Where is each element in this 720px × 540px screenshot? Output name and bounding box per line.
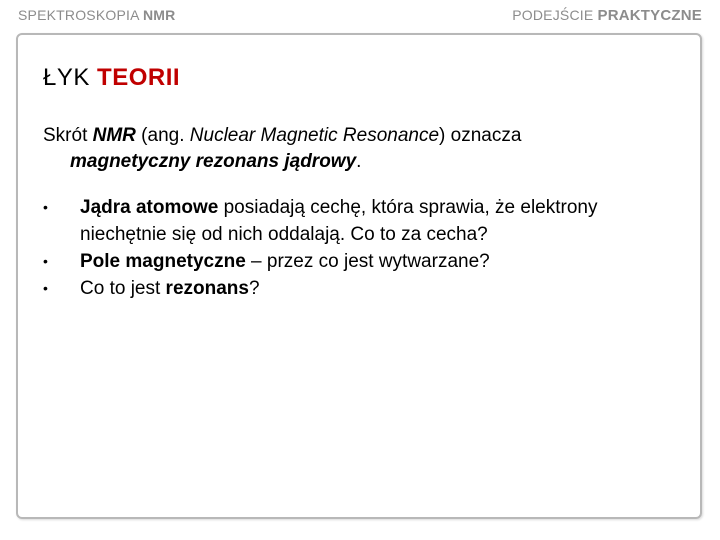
intro-text-1: Skrót	[43, 125, 93, 146]
bullet-1-bold: Jądra atomowe	[80, 197, 219, 218]
header-subtitle	[512, 7, 702, 24]
intro-text-3: (ang.	[135, 125, 190, 146]
bullet-2-bold: Pole magnetyczne	[80, 251, 246, 272]
bullet-dot: •	[43, 280, 48, 296]
bullet-1-text: posiadają cechę, która sprawia, że elektrony niechętnie się od nich oddalają. Co to za cecha?	[80, 197, 598, 245]
header-subtitle-light: PODEJŚCIE	[512, 7, 598, 23]
intro-paragraph	[43, 123, 671, 175]
intro-abbreviation: NMR	[92, 125, 136, 146]
title-accent: TEORII	[97, 64, 181, 91]
header-section-title	[18, 7, 175, 23]
intro-polish-term: magnetyczny rezonans jądrowy	[70, 151, 357, 172]
bullet-2-text: – przez co jest wytwarzane?	[245, 251, 490, 272]
header-subtitle-bold: PRAKTYCZNE	[597, 7, 702, 24]
bullet-3-post: ?	[248, 278, 260, 299]
bullet-dot: •	[43, 253, 48, 269]
title-prefix: ŁYK	[43, 64, 98, 91]
slide-title	[43, 64, 180, 92]
list-item	[43, 194, 683, 248]
header-title-bold: NMR	[142, 7, 176, 23]
intro-text-5: ) oznacza	[439, 125, 522, 146]
list-item	[43, 275, 683, 302]
header-title-light: SPEKTROSKOPIA	[18, 7, 143, 23]
bullet-3-bold: rezonans	[165, 278, 249, 299]
bullet-dot: •	[43, 199, 48, 215]
intro-english-term: Nuclear Magnetic Resonance	[189, 125, 440, 146]
bullet-list	[43, 194, 683, 302]
intro-text-7: .	[356, 151, 362, 172]
bullet-3-pre: Co to jest	[80, 278, 166, 299]
list-item	[43, 248, 683, 275]
